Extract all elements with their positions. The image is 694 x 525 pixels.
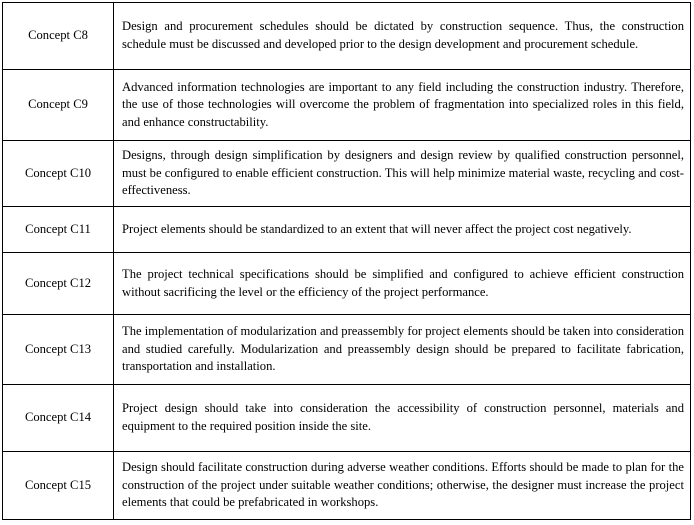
table-row (3, 253, 691, 315)
concept-label: Concept C15 (3, 452, 114, 520)
concept-description: Project elements should be standardized to an extent that will never affect the project cost negatively. (114, 207, 691, 253)
concept-description: Project design should take into consideration the accessibility of construction personnel, materials and equipment to the required position inside the site. (114, 385, 691, 452)
concept-description: Advanced information technologies are important to any field including the construction industry. Therefore, the use of those technologies will overcome the problem of fragmentation into specialized roles in this field, and enhance constructability. (114, 70, 691, 141)
table-row (3, 141, 691, 207)
concept-label: Concept C9 (3, 70, 114, 141)
concept-description: Designs, through design simplification by designers and design review by qualified construction personnel, must be configured to enable efficient construction. This will help minimize material waste, recycling and cost-effectiveness. (114, 141, 691, 207)
concept-label: Concept C12 (3, 253, 114, 315)
concept-label: Concept C10 (3, 141, 114, 207)
concept-description: The implementation of modularization and preassembly for project elements should be taken into consideration and studied carefully. Modularization and preassembly design should be prepared to facilitate fabrication, transportation and installation. (114, 315, 691, 385)
concepts-table (2, 2, 691, 520)
table-row (3, 70, 691, 141)
table-row (3, 3, 691, 70)
concept-description: The project technical specifications should be simplified and configured to achieve efficient construction without sacrificing the level or the efficiency of the project performance. (114, 253, 691, 315)
concept-label: Concept C14 (3, 385, 114, 452)
table-row (3, 452, 691, 520)
concept-description: Design and procurement schedules should be dictated by construction sequence. Thus, the construction schedule must be discussed and developed prior to the design development and procurement schedule. (114, 3, 691, 70)
table-row (3, 315, 691, 385)
concept-description: Design should facilitate construction during adverse weather conditions. Efforts should be made to plan for the construction of the project under suitable weather conditions; otherwise, the designer must increase the project elements that could be prefabricated in workshops. (114, 452, 691, 520)
table-row (3, 207, 691, 253)
concept-label: Concept C8 (3, 3, 114, 70)
concept-label: Concept C11 (3, 207, 114, 253)
table-row (3, 385, 691, 452)
concept-label: Concept C13 (3, 315, 114, 385)
